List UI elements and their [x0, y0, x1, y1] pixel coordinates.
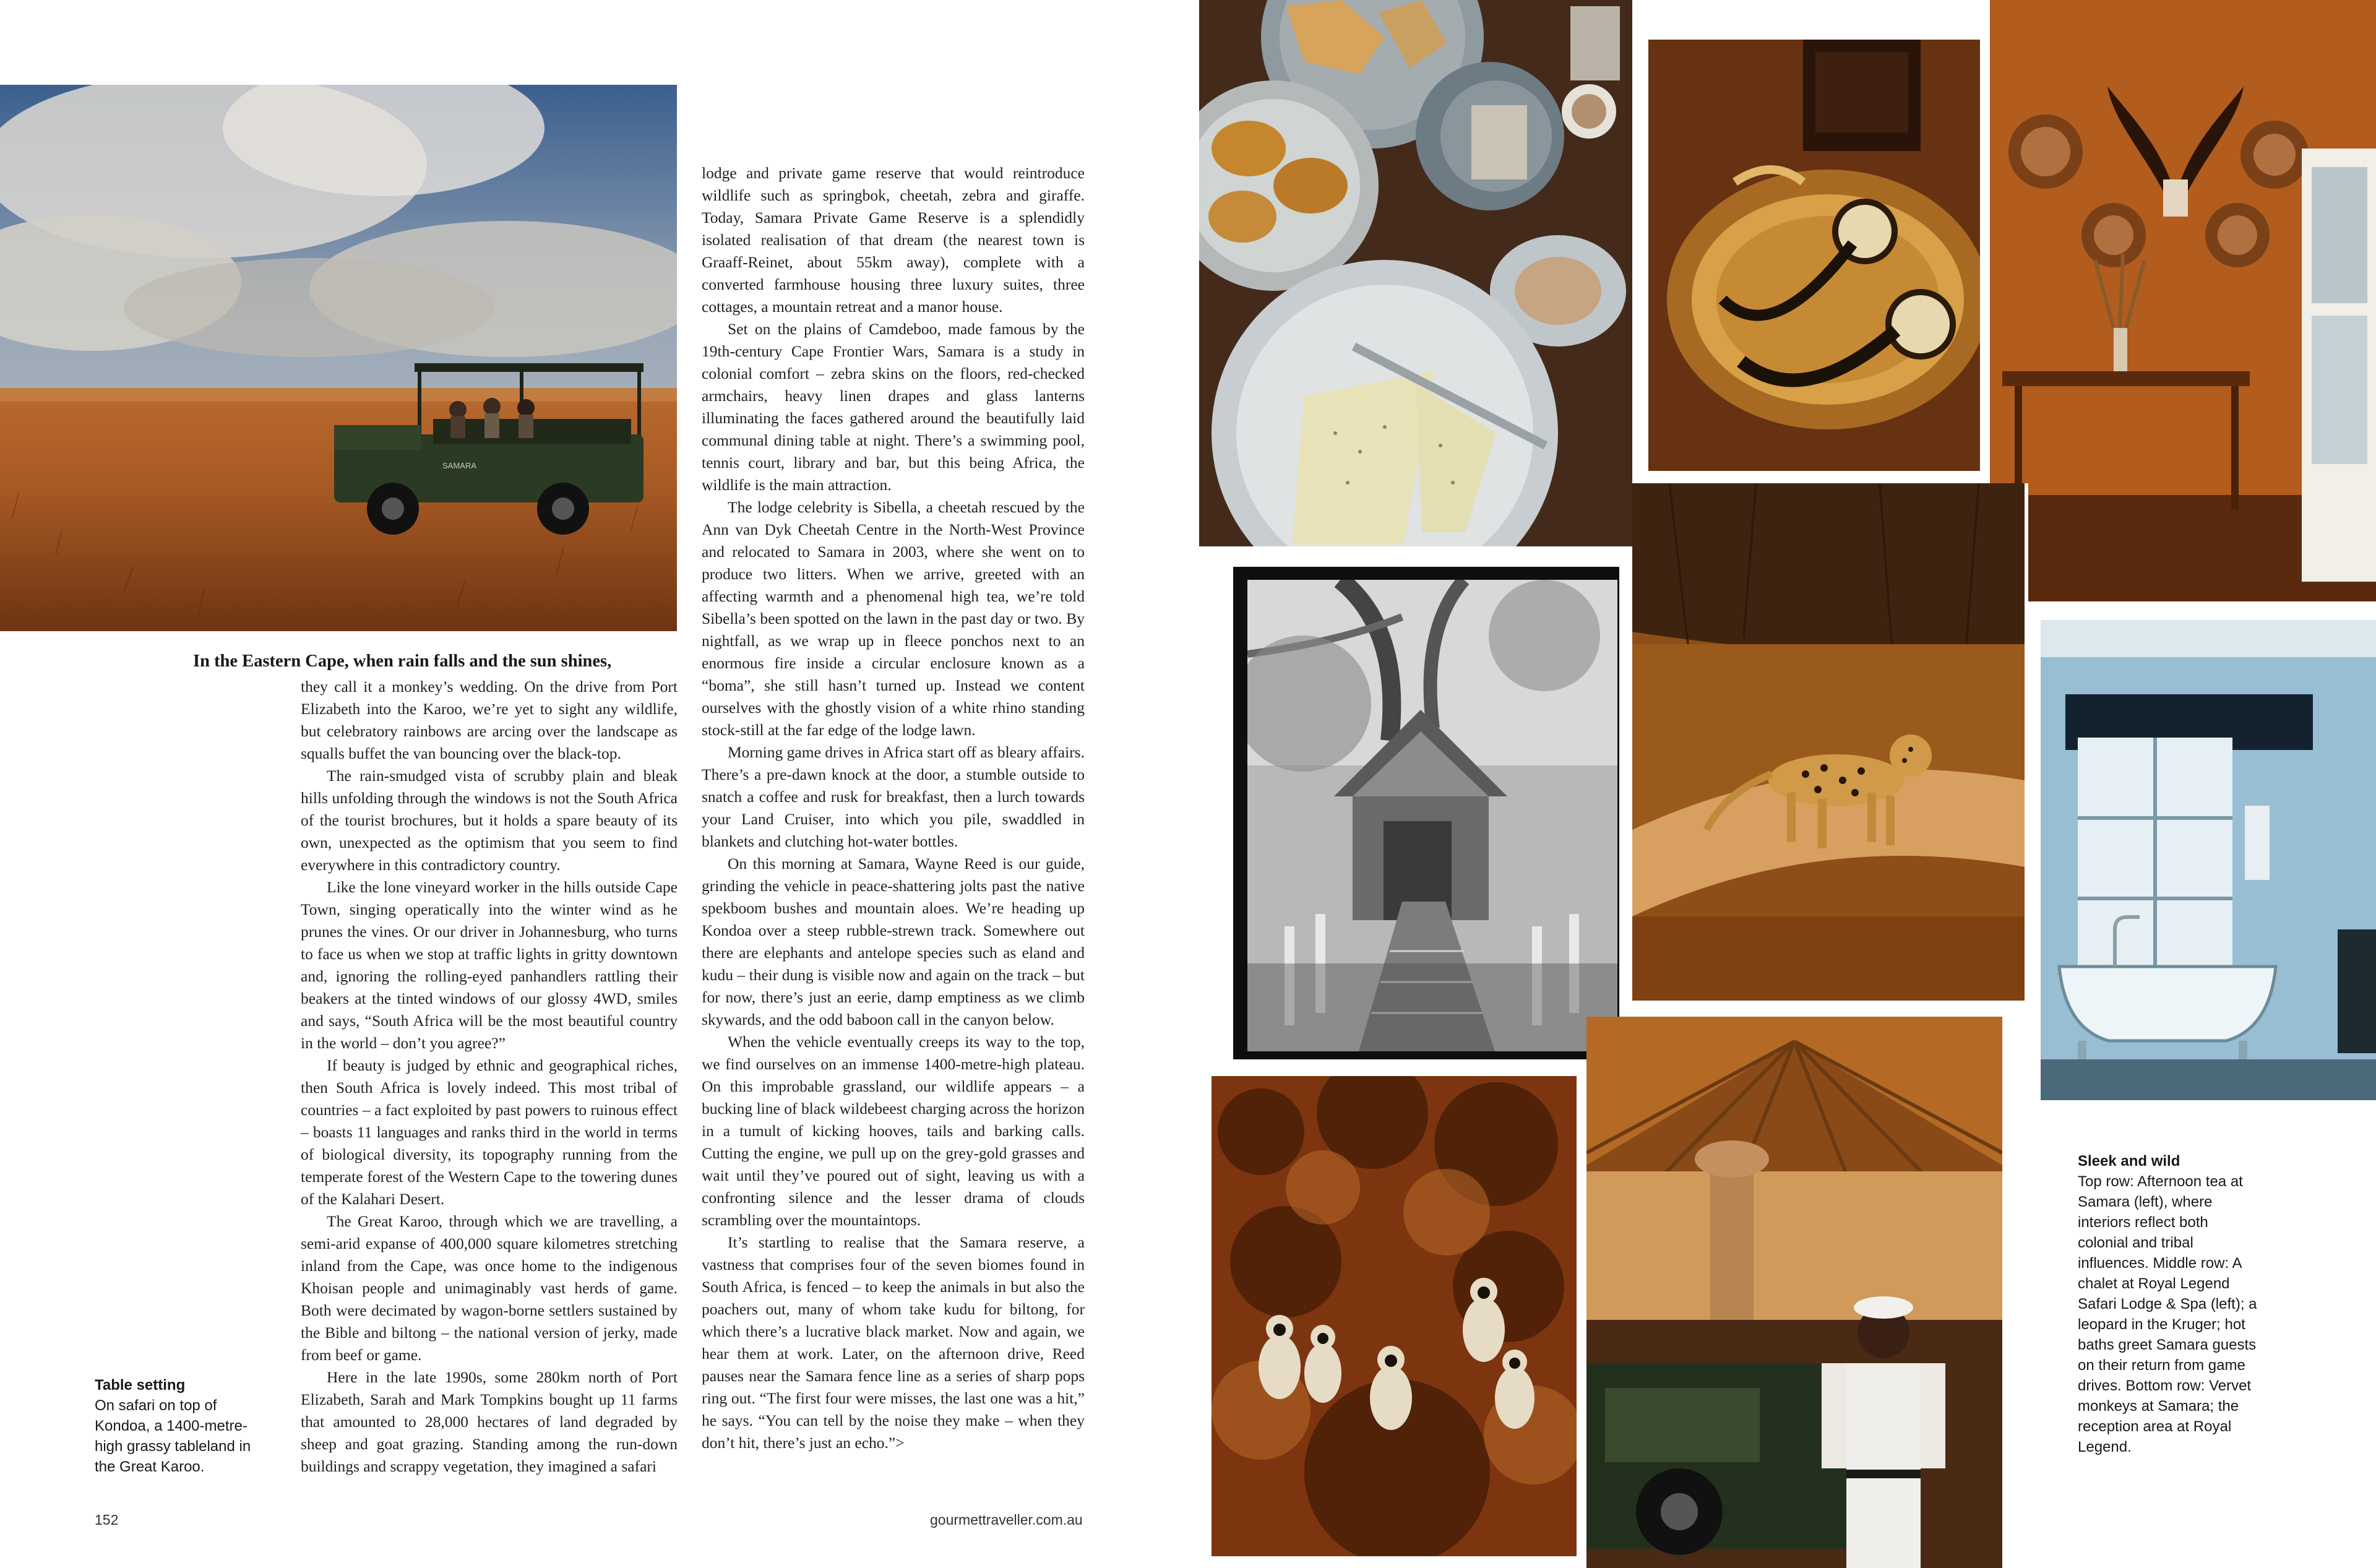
paragraph: The rain-smudged vista of scrubby plain and bleak hills unfolding through the windows is not the South Africa of the tourist brochures, but it holds a spare beauty of its own, unexpected as the optimism that you seem to find everywhere in this contradictory country. [301, 767, 678, 874]
paragraph: If beauty is judged by ethnic and geographical riches, then South Africa is lovely indeed. This most tribal of countries – a fact exploited by past powers to ruinous effect – boasts 11 languages and ranks third in the world in terms of biological diversity, its topography running from the temperate forest of the Western Cape to the towering dunes of the Kalahari Desert. [301, 1056, 678, 1208]
article-column-2 [702, 162, 1085, 1454]
lead-sentence: In the Eastern Cape, when rain falls and the sun shines, [193, 652, 612, 671]
magnifier-tray-photo [1648, 40, 1980, 471]
reception-area-photo [1586, 1017, 2002, 1568]
caption-sleek-and-wild [2078, 1151, 2257, 1457]
paragraph: Morning game drives in Africa start off as bleary affairs. There’s a pre-dawn knock at the door, a stumble outside to snatch a coffee and rusk for breakfast, then a lurch towards your Land Cruiser, into which you pile, swaddled in blankets and clutching hot-water bottles. [702, 743, 1085, 850]
caption-heading: Table setting [95, 1377, 186, 1394]
paragraph: On this morning at Samara, Wayne Reed is our guide, grinding the vehicle in peace-shattering jolts past the native spekboom bushes and mountain aloes. We’re heading up Kondoa over a steep rubble-strewn track. Somewhere out there are elephants and antelope species such as eland and kudu – their dung is visible now and again on the track – but for now, there’s just an eerie, damp emptiness as we climb skywards, and the odd baboon call in the canyon below. [702, 855, 1085, 1028]
paragraph: Set on the plains of Camdeboo, made famous by the 19th-century Cape Frontier Wars, Samara is a study in colonial comfort – zebra skins on the floors, red-checked armchairs, heavy linen drapes and glass lanterns illuminating the faces gathered around the beautifully laid communal dining table at night. There’s a swimming pool, tennis court, library and bar, but this being Africa, the wildlife is the main attraction. [702, 320, 1085, 494]
caption-table-setting [95, 1375, 274, 1477]
article-column-1 [301, 676, 678, 1478]
paragraph: The lodge celebrity is Sibella, a cheetah rescued by the Ann van Dyk Cheetah Centre in the North-West Province and relocated to Samara in 2003, where she went on to produce two litters. When we arrive, greeted with an affecting warmth and a phenomenal high tea, we’re told Sibella’s been spotted on the lawn in the past day or two. By nightfall, as we wrap up in fleece ponchos next to an enormous fire inside a circular enclosure known as a “boma”, she still hasn’t turned up. Instead we content ourselves with the ghostly vision of a white rhino standing stock-still at the far edge of the lodge lawn. [702, 498, 1085, 739]
afternoon-tea-photo [1199, 0, 1632, 546]
paragraph: Like the lone vineyard worker in the hills outside Cape Town, singing operatically into the winter wind as he prunes the vines. Or our driver in Johannesburg, who turns to face us when we stop at traffic lights in gritty downtown and, ignoring the rolling-eyed panhandlers rattling their beakers at the tinted windows of our glossy 4WD, smiles and says, “South Africa will be the most beautiful country in the world – don’t you agree?” [301, 878, 678, 1052]
hot-bath-photo [2041, 620, 2376, 1100]
paragraph: It’s startling to realise that the Samara reserve, a vastness that comprises four of the seven biomes found in South Africa, is fenced – to keep the animals in but also the poachers out, many of whom take kudu for biltong, for which there’s a lucrative black market. Now and again, we hear them at work. Later, on the afternoon drive, Reed pauses near the Samara fence line as a series of sharp pops ring out. “The first four were misses, the last one was a hit,” he says. “You can tell by the noise they make – when they don’t hit, there’s just an echo.”> [702, 1233, 1085, 1452]
paragraph: Here in the late 1990s, some 280km north of Port Elizabeth, Sarah and Mark Tompkins bought up 11 farms that amounted to 28,000 hectares of land degraded by sheep and goat grazing. Standing among the run-down buildings and scrappy vegetation, they imagined a safari [301, 1368, 678, 1475]
lounge-kudu-horns-photo [1990, 0, 2376, 601]
paragraph: The Great Karoo, through which we are travelling, a semi-arid expanse of 400,000 square kilometres stretching inland from the Cape, was once home to the indigenous Khoisan people and unimaginably vast herds of game. Both were decimated by wagon-borne settlers sustained by the Bible and biltong – the national version of jerky, made from beef or game. [301, 1212, 678, 1364]
website-url: gourmettraveller.com.au [930, 1512, 1083, 1528]
safari-vehicle-photo [0, 85, 677, 631]
vehicle-door-text: SAMARA [442, 461, 476, 470]
caption-body: On safari on top of Kondoa, a 1400-metre-high grassy tableland in the Great Karoo. [95, 1397, 251, 1475]
chalet-photo [1247, 580, 1617, 1051]
safari-vehicle-illustration [0, 85, 677, 631]
page-number: 152 [95, 1512, 119, 1528]
leopard-photo [1632, 483, 2025, 1001]
paragraph: they call it a monkey’s wedding. On the drive from Port Elizabeth into the Karoo, we’re yet to sight any wildlife, but celebratory rainbows are arcing over the landscape as squalls buffet the van bouncing over the black-top. [301, 678, 678, 762]
caption-heading: Sleek and wild [2078, 1153, 2180, 1170]
vervet-monkeys-photo [1212, 1076, 1577, 1556]
paragraph: When the vehicle eventually creeps its way to the top, we find ourselves on an immense 1400-metre-high plateau. On this improbable grassland, our wildlife appears – a bucking line of black wildebeest charging across the horizon in a tumult of kicking hooves, tails and barking calls. Cutting the engine, we pull up on the grey-gold grasses and wait until they’ve poured out of sight, leaving us with a confronting silence and the lesser drama of clouds scrambling over the mountaintops. [702, 1033, 1085, 1229]
paragraph: lodge and private game reserve that would reintroduce wildlife such as springbok, cheetah, zebra and giraffe. Today, Samara Private Game Reserve is a splendidly isolated realisation of that dream (the nearest town is Graaff-Reinet, about 55km away), complete with a converted farmhouse housing three luxury suites, three cottages, a mountain retreat and a manor house. [702, 164, 1085, 316]
caption-body: Top row: Afternoon tea at Samara (left), where interiors reflect both colonial and tribal influences. Middle row: A chalet at Royal Legend Safari Lodge & Spa (left); a leopard in the Kruger; hot baths greet Samara guests on their return from game drives. Bottom row: Vervet monkeys at Samara; the reception area at Royal Legend. [2078, 1173, 2257, 1455]
